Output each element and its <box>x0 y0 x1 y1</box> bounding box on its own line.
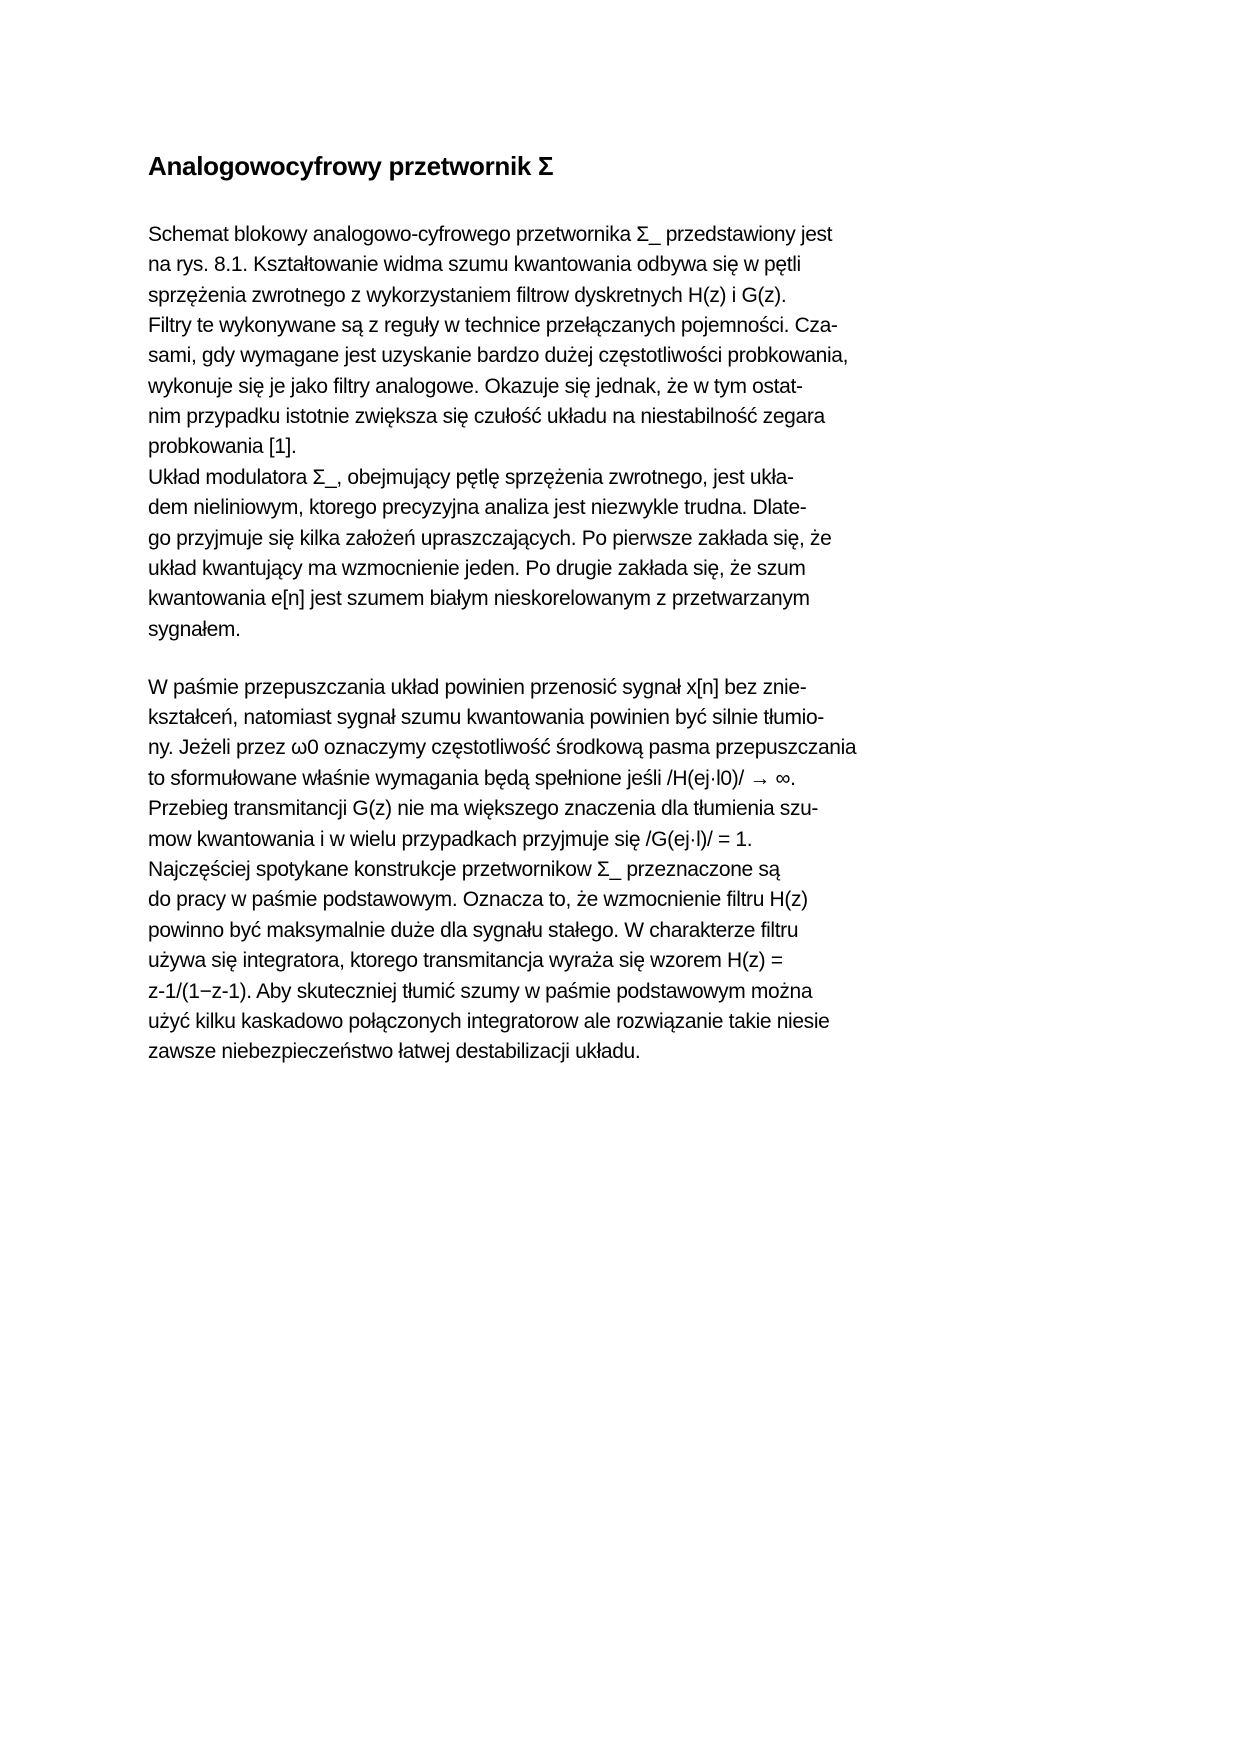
body-line: Schemat blokowy analogowo-cyfrowego przetwornika Σ_ przedstawiony jest <box>148 223 833 246</box>
body-line: Przebieg transmitancji G(z) nie ma większego znaczenia dla tłumienia szu- <box>148 797 819 820</box>
body-line: do pracy w paśmie podstawowym. Oznacza to, że wzmocnienie filtru H(z) <box>148 888 808 911</box>
body-line: sygnałem. <box>148 618 241 641</box>
body-line: kształceń, natomiast sygnał szumu kwantowania powinien być silnie tłumio- <box>148 706 824 729</box>
body-line: sprzężenia zwrotnego z wykorzystaniem filtrow dyskretnych H(z) i G(z). <box>148 284 787 307</box>
body-line: Układ modulatora Σ_, obejmujący pętlę sprzężenia zwrotnego, jest ukła- <box>148 466 794 489</box>
body-line: wykonuje się je jako filtry analogowe. Okazuje się jednak, że w tym ostat- <box>148 375 803 398</box>
body-line: na rys. 8.1. Kształtowanie widma szumu kwantowania odbywa się w pętli <box>148 253 801 276</box>
body-line: powinno być maksymalnie duże dla sygnału stałego. W charakterze filtru <box>148 919 799 942</box>
body-line: użyć kilku kaskadowo połączonych integratorow ale rozwiązanie takie niesie <box>148 1010 830 1033</box>
body-line: dem nieliniowym, ktorego precyzyjna analiza jest niezwykle trudna. Dlate- <box>148 496 807 519</box>
body-line: Najczęściej spotykane konstrukcje przetwornikow Σ_ przeznaczone są <box>148 858 780 881</box>
body-line: sami, gdy wymagane jest uzyskanie bardzo dużej częstotliwości probkowania, <box>148 344 849 367</box>
body-line: zawsze niebezpieczeństwo łatwej destabilizacji układu. <box>148 1040 641 1063</box>
body-line: z-1/(1−z-1). Aby skuteczniej tłumić szumy w paśmie podstawowym można <box>148 980 813 1003</box>
body-line: używa się integratora, ktorego transmitancja wyraża się wzorem H(z) = <box>148 949 783 972</box>
body-line: W paśmie przepuszczania układ powinien przenosić sygnał x[n] bez znie- <box>148 676 807 699</box>
body-line: go przyjmuje się kilka założeń upraszczających. Po pierwsze zakłada się, że <box>148 527 832 550</box>
document-title: Analogowocyfrowy przetwornik Σ <box>148 151 554 181</box>
body-line: ny. Jeżeli przez ω0 oznaczymy częstotliwość środkową pasma przepuszczania <box>148 736 857 759</box>
body-line: probkowania [1]. <box>148 435 297 458</box>
body-line: to sformułowane właśnie wymagania będą spełnione jeśli /H(ej·l0)/ → ∞. <box>148 767 796 790</box>
body-line: mow kwantowania i w wielu przypadkach przyjmuje się /G(ej·l)/ = 1. <box>148 828 753 851</box>
body-line: kwantowania e[n] jest szumem białym nieskorelowanym z przetwarzanym <box>148 587 810 610</box>
body-line: nim przypadku istotnie zwiększa się czułość układu na niestabilność zegara <box>148 405 825 428</box>
body-line: Filtry te wykonywane są z reguły w technice przełączanych pojemności. Cza- <box>148 314 838 337</box>
body-line: układ kwantujący ma wzmocnienie jeden. Po drugie zakłada się, że szum <box>148 557 806 580</box>
